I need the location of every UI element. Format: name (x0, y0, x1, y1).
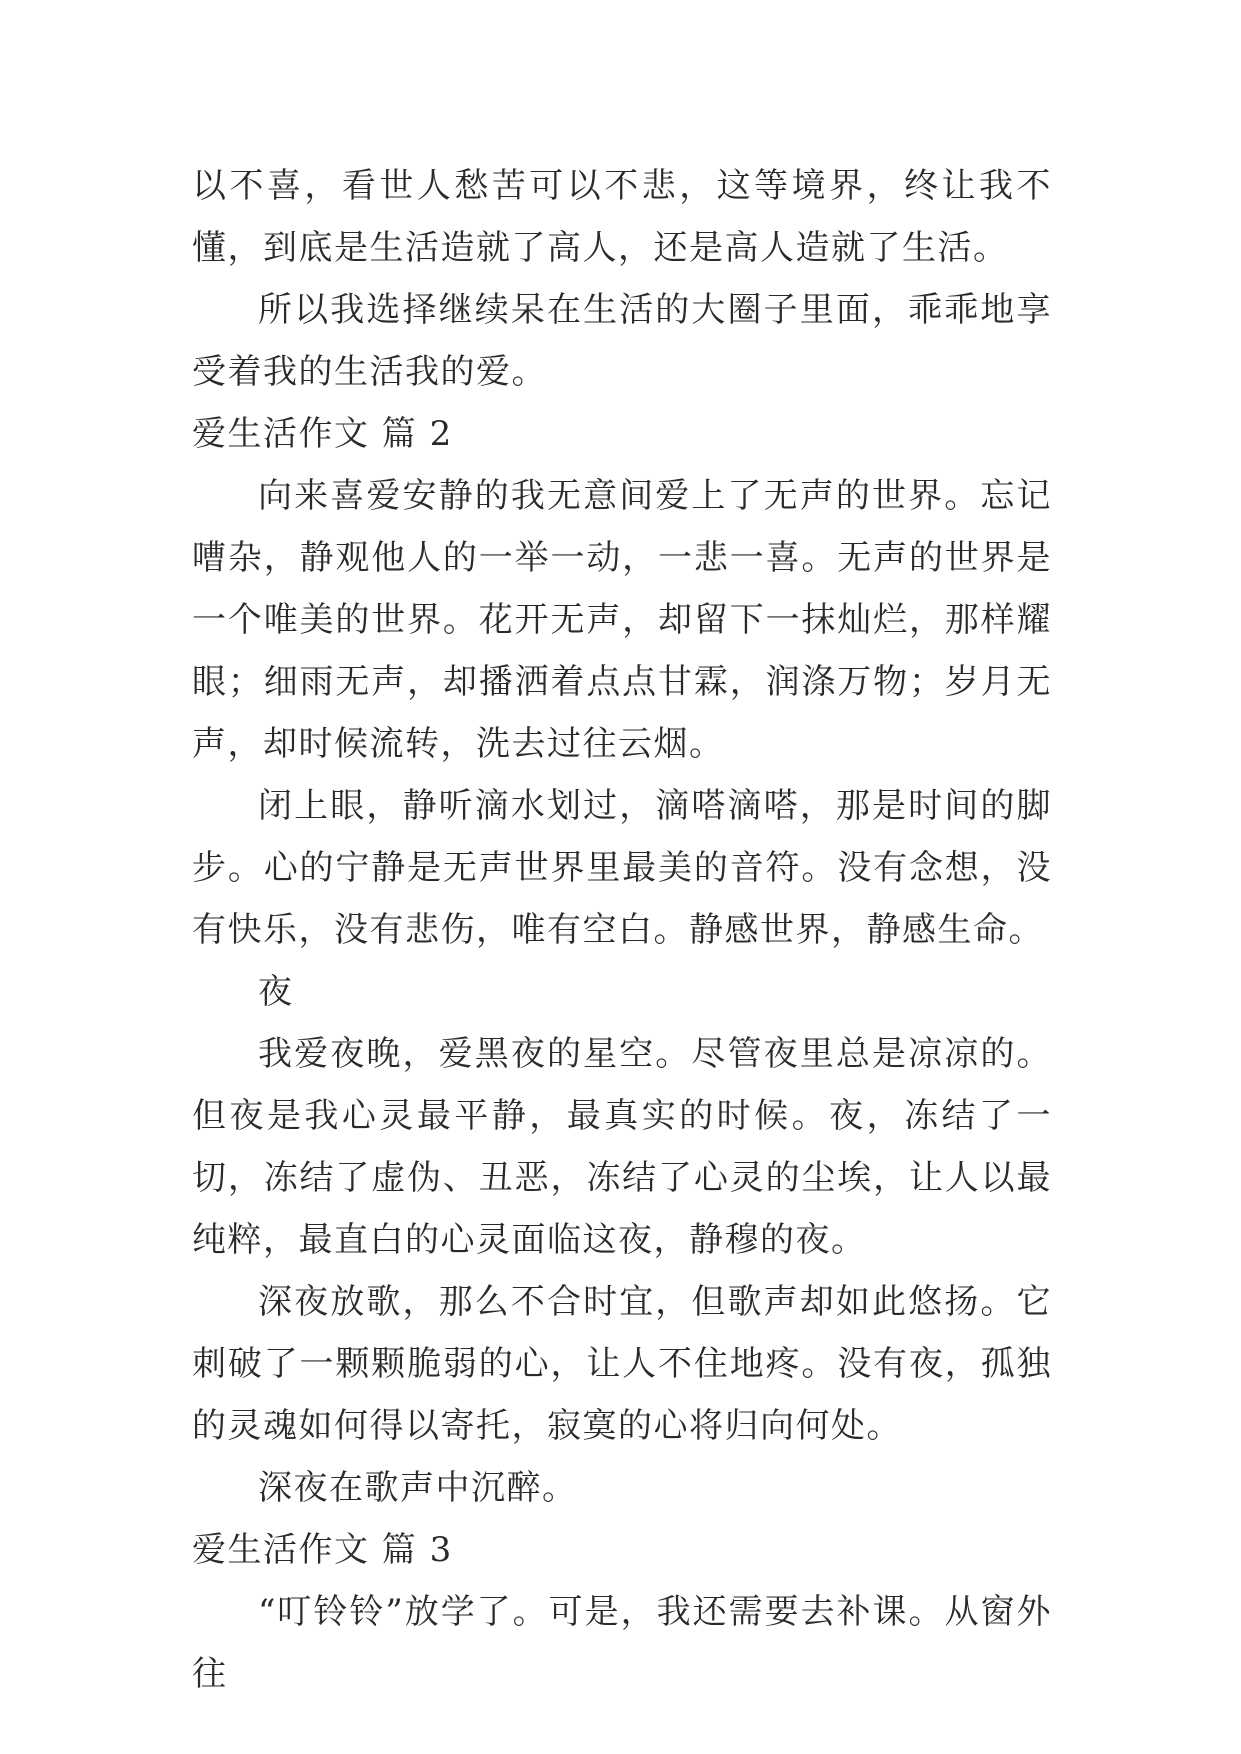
section-heading: 爱生活作文 篇 3 (192, 1530, 453, 1570)
paragraph: 深夜在歌声中沉醉。 (258, 1468, 578, 1508)
paragraph: “叮铃铃”放学了。可是，我还需要去补课。从窗外往 (192, 1592, 1052, 1694)
section-heading: 爱生活作文 篇 2 (192, 414, 453, 454)
paragraph: 向来喜爱安静的我无意间爱上了无声的世界。忘记嘈杂，静观他人的一举一动，一悲一喜。无声的世界是一个唯美的世界。花开无声，却留下一抹灿烂，那样耀眼；细雨无声，却播洒着点点甘霖，润涤万物；岁月无声，却时候流转，洗去过往云烟。 (192, 476, 1052, 764)
paragraph: 夜 (258, 972, 294, 1012)
paragraph: 闭上眼，静听滴水划过，滴嗒滴嗒，那是时间的脚步。心的宁静是无声世界里最美的音符。没有念想，没有快乐，没有悲伤，唯有空白。静感世界，静感生命。 (192, 786, 1052, 950)
document-body (192, 155, 1052, 1705)
paragraph: 所以我选择继续呆在生活的大圈子里面，乖乖地享受着我的生活我的爱。 (192, 290, 1052, 392)
paragraph: 我爱夜晚，爱黑夜的星空。尽管夜里总是凉凉的。但夜是我心灵最平静，最真实的时候。夜，冻结了一切，冻结了虚伪、丑恶，冻结了心灵的尘埃，让人以最纯粹，最直白的心灵面临这夜，静穆的夜。 (192, 1034, 1052, 1260)
paragraph: 深夜放歌，那么不合时宜，但歌声却如此悠扬。它刺破了一颗颗脆弱的心，让人不住地疼。没有夜，孤独的灵魂如何得以寄托，寂寞的心将归向何处。 (192, 1282, 1052, 1446)
paragraph: 以不喜，看世人愁苦可以不悲，这等境界，终让我不懂，到底是生活造就了高人，还是高人造就了生活。 (192, 166, 1052, 268)
